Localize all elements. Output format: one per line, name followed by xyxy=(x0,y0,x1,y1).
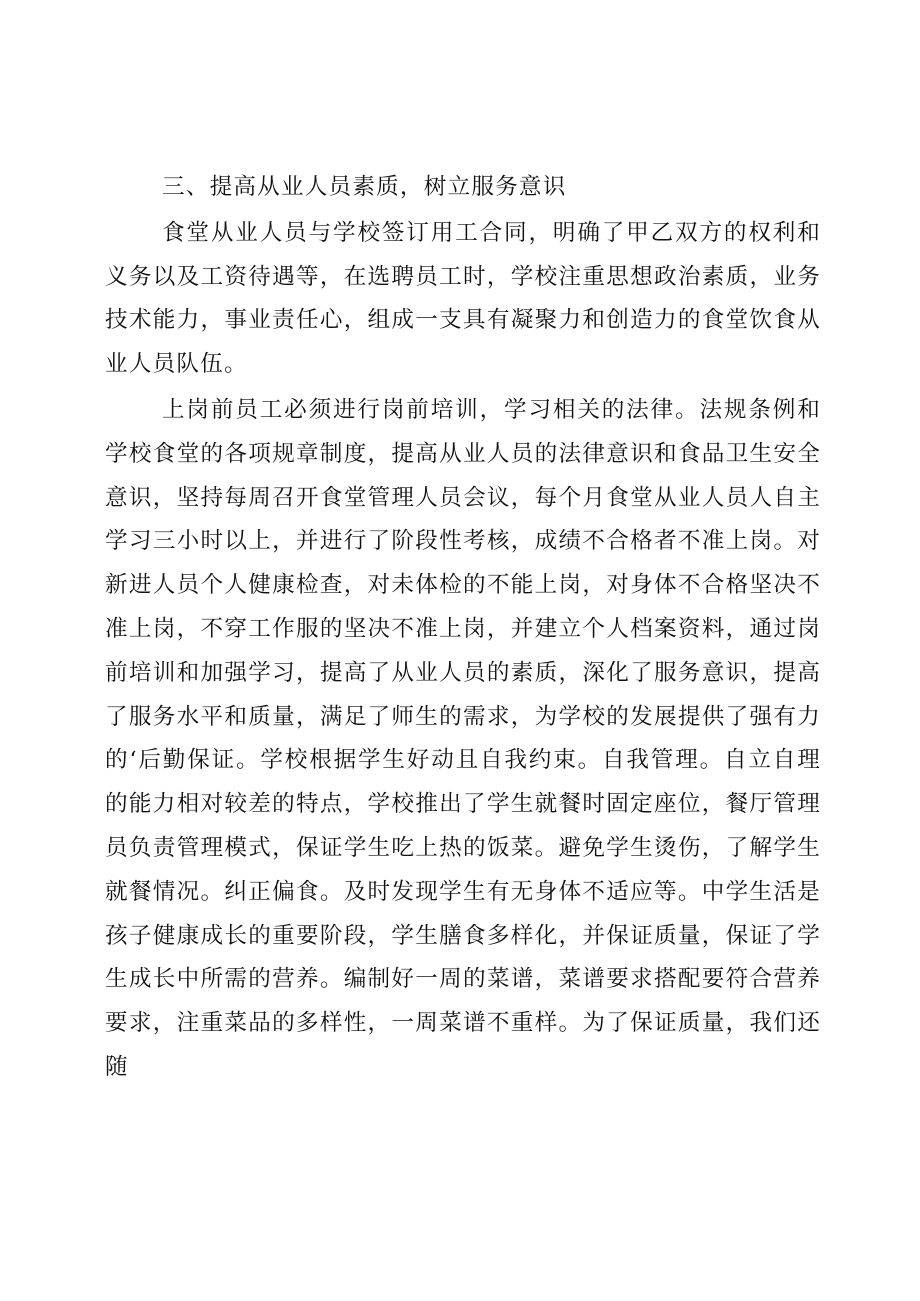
section-heading: 三、提高从业人员素质，树立服务意识 xyxy=(162,174,567,200)
paragraph-training-and-management: 上岗前员工必须进行岗前培训，学习相关的法律。法规条例和学校食堂的各项规章制度，提高从业人员的法律意识和食品卫生安全意识，坚持每周召开食堂管理人员会议，每个月食堂从业人员人自主学习三小时以上，并进行了阶段性考核，成绩不合格者不准上岗。对新进人员个人健康检查，对未体检的不能上岗，对身体不合格坚决不准上岗，不穿工作服的坚决不准上岗，并建立个人档案资料，通过岗前培训和加强学习，提高了从业人员的素质，深化了服务意识，提高了服务水平和质量，满足了师生的需求，为学校的发展提供了强有力的‘后勤保证。学校根据学生好动且自我约束。自我管理。自立自理的能力相对较差的特点，学校推出了学生就餐时固定座位，餐厅管理员负责管理模式，保证学生吃上热的饭菜。避免学生烫伤，了解学生就餐情况。纠正偏食。及时发现学生有无身体不适应等。中学生活是孩子健康成长的重要阶段，学生膳食多样化，并保证质量，保证了学生成长中所需的营养。编制好一周的菜谱，菜谱要求搭配要符合营养要求，注重菜品的多样性，一周菜谱不重样。为了保证质量，我们还随 xyxy=(105,396,821,1080)
paragraph-staff-contract: 食堂从业人员与学校签订用工合同，明确了甲乙双方的权利和义务以及工资待遇等，在选聘员工时，学校注重思想政治素质，业务技术能力，事业责任心，组成一支具有凝聚力和创造力的食堂饮食从业人员队伍。 xyxy=(105,219,821,378)
document-body xyxy=(105,166,821,1090)
